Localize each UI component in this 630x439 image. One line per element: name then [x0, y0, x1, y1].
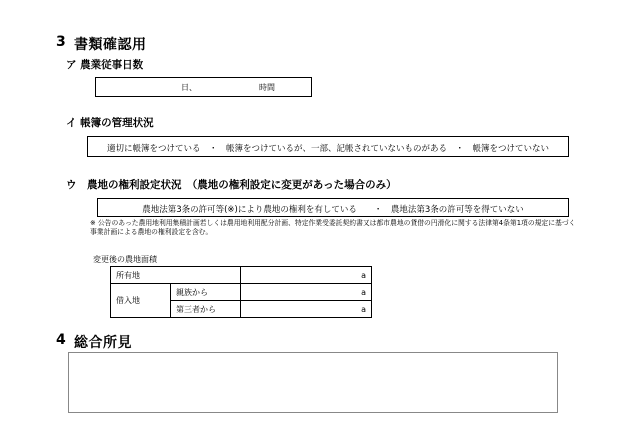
from-third-party-label: 第三者から [171, 301, 241, 318]
land-area-table [110, 266, 372, 318]
days-unit: 日、 [181, 83, 197, 92]
general-remarks-box[interactable] [68, 352, 558, 413]
section-3-title: 書類確認用 [74, 37, 147, 53]
from-relatives-value[interactable]: a [241, 284, 372, 301]
table-row [111, 267, 372, 284]
ledger-status-label: イ 帳簿の管理状況 [66, 117, 154, 129]
table-row [111, 284, 372, 301]
land-rights-note: ※ 公告のあった農用地利用集積計画若しくは農用地利用配分計画、特定作業受委託契約書又は都市農地の貸借の円滑化に関する法律第4条第1項の規定に基づく事業計画による農地の権利設定を含む。 [90, 219, 576, 236]
ledger-status-options: 適切に帳簿をつけている ・ 帳簿をつけているが、一部、記帳されていないものがある ・ 帳簿をつけていない [106, 144, 549, 154]
land-rights-options: 農地法第3条の許可等(※)により農地の権利を有している ・ 農地法第3条の許可等を得ていない [142, 205, 524, 215]
land-rights-label: ウ 農地の権利設定状況 （農地の権利設定に変更があった場合のみ） [66, 179, 397, 191]
owned-land-value[interactable]: a [241, 267, 372, 284]
from-third-party-value[interactable]: a [241, 301, 372, 318]
land-rights-box[interactable] [97, 198, 569, 217]
farm-work-days-box[interactable] [95, 77, 312, 97]
from-relatives-label: 親族から [171, 284, 241, 301]
section-4-title: 総合所見 [74, 335, 132, 351]
section-4-number: 4 [56, 332, 67, 348]
section-3-number: 3 [56, 34, 67, 50]
ledger-status-box[interactable] [87, 136, 569, 157]
hours-unit: 時間 [259, 83, 275, 92]
area-table-title: 変更後の農地面積 [93, 255, 157, 264]
owned-land-label: 所有地 [111, 267, 241, 284]
farm-work-days-label: ア 農業従事日数 [66, 59, 144, 71]
leased-land-label: 借入地 [111, 284, 171, 318]
